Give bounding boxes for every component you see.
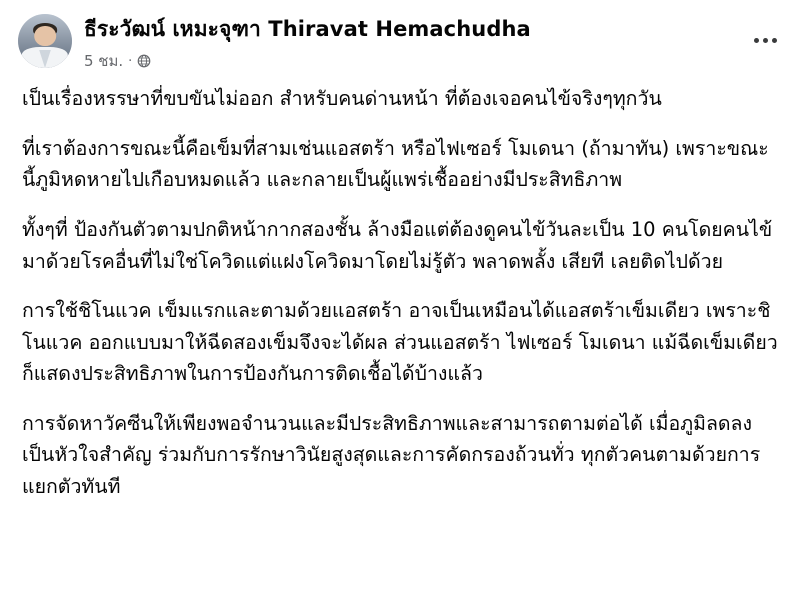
author-name[interactable]: ธีระวัฒน์ เหมะจุฑา Thiravat Hemachudha	[84, 17, 531, 41]
meta-separator: ·	[128, 53, 133, 69]
avatar[interactable]	[18, 14, 72, 68]
post-paragraph: การจัดหาวัคซีนให้เพียงพอจำนวนและมีประสิทธิภาพและสามารถตามต่อได้ เมื่อภูมิลดลงเป็นหัวใจสำคัญ ร่วมกับการรักษาวินัยสูงสุดและการคัดกรองถ้วนทั่ว ทุกตัวคนตามด้วยการแยกตัวทันที	[22, 411, 761, 499]
post-paragraph: ที่เราต้องการขณะนี้คือเข็มที่สามเช่นแอสตร้า หรือไฟเซอร์ โมเดนา (ถ้ามาทัน) เพราะขณะนี้ภูมิหดหายไปเกือบหมดแล้ว และกลายเป็นผู้แพร่เชื้ออย่างมีประสิทธิภาพ	[22, 136, 769, 192]
menu-dot	[772, 38, 777, 43]
post-paragraph: ทั้งๆที่ ป้องกันตัวตามปกติหน้ากากสองชั้น ล้างมือแต่ต้องดูคนไข้วันละเป็น 10 คนโดยคนไข้มาด้วยโรคอื่นที่ไม่ใช่โควิดแต่แฝงโควิดมาโดยไม่รู้ตัว พลาดพลั้ง เสียที เลยติดไปด้วย	[22, 217, 773, 273]
menu-dot	[754, 38, 759, 43]
menu-dot	[763, 38, 768, 43]
post-body	[0, 77, 800, 502]
post-header	[0, 0, 800, 77]
post-meta	[84, 49, 531, 73]
post-paragraph: การใช้ชิโนแวค เข็มแรกและตามด้วยแอสตร้า อาจเป็นเหมือนได้แอสตร้าเข็มเดียว เพราะชิโนแวค ออกแบบมาให้ฉีดสองเข็มจึงจะได้ผล ส่วนแอสตร้า ไฟเซอร์ โมเดนา แม้ฉีดเข็มเดียวก็แสดงประสิทธิภาพในการป้องกันการติดเชื้อได้บ้างแล้ว	[22, 299, 778, 386]
post-paragraph: เป็นเรื่องหรรษาที่ขบขันไม่ออก สำหรับคนด่านหน้า ที่ต้องเจอคนไข้จริงๆทุกวัน	[22, 87, 662, 111]
post-timestamp[interactable]: 5 ชม.	[84, 52, 124, 71]
avatar-face	[34, 26, 56, 47]
post-header-text	[84, 12, 531, 73]
more-options-icon[interactable]	[748, 30, 782, 50]
globe-icon[interactable]	[137, 54, 151, 68]
